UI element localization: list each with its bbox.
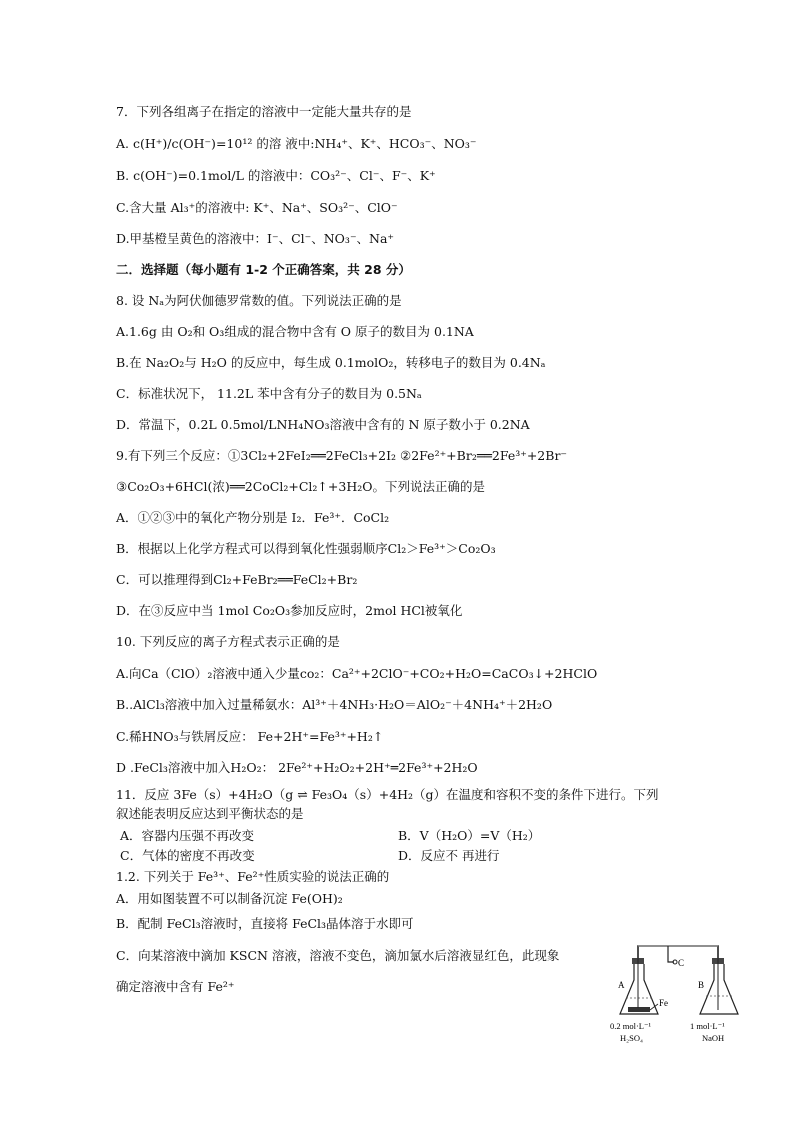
label-fe: Fe bbox=[659, 998, 668, 1008]
label-b: B bbox=[698, 980, 705, 990]
q8-option-b: B.在 Na₂O₂与 H₂O 的反应中，每生成 0.1molO₂，转移电子的数目为 0.4Nₐ bbox=[116, 355, 546, 370]
q12-stem: 1.2. 下列关于 Fe³⁺、Fe²⁺性质实验的说法正确的 bbox=[116, 869, 390, 884]
right-concentration: 1 mol·L⁻¹ bbox=[690, 1021, 725, 1031]
q10-option-c: C.稀HNO₃与铁屑反应： Fe+2H⁺=Fe³⁺+H₂↑ bbox=[116, 729, 384, 744]
label-a: A bbox=[618, 980, 625, 990]
section-heading: 二．选择题（每小题有 1-2 个正确答案，共 28 分） bbox=[116, 262, 411, 277]
label-c: C bbox=[678, 958, 685, 968]
flask-a bbox=[620, 964, 658, 1014]
q9-option-b: B．根据以上化学方程式可以得到氧化性强弱顺序Cl₂＞Fe³⁺＞Co₂O₃ bbox=[116, 541, 496, 556]
q12-option-a: A．用如图装置不可以制备沉淀 Fe(OH)₂ bbox=[116, 891, 343, 906]
q9-stem-line2: ③Co₂O₃+6HCl(浓)══2CoCl₂+Cl₂↑+3H₂O。下列说法正确的是 bbox=[116, 479, 485, 494]
q7-option-b: B. c(OH⁻)=0.1mol/L 的溶液中：CO₃²⁻、Cl⁻、F⁻、K⁺ bbox=[116, 168, 436, 183]
left-reagent: H₂SO₄ bbox=[620, 1033, 643, 1043]
q11-option-b: B．V（H₂O）=V（H₂） bbox=[398, 828, 541, 843]
q11-option-d: D．反应不 再进行 bbox=[398, 848, 500, 863]
q8-option-a: A.1.6g 由 O₂和 O₃组成的混合物中含有 O 原子的数目为 0.1NA bbox=[116, 324, 474, 339]
q10-stem: 10. 下列反应的离子方程式表示正确的是 bbox=[116, 634, 340, 649]
flask-b bbox=[700, 964, 738, 1014]
side-tube bbox=[668, 946, 674, 962]
q8-option-d: D．常温下，0.2L 0.5mol/LNH₄NO₃溶液中含有的 N 原子数小于 0.2NA bbox=[116, 417, 530, 432]
q7-option-d: D.甲基橙呈黄色的溶液中：I⁻、Cl⁻、NO₃⁻、Na⁺ bbox=[116, 231, 395, 246]
q12-option-c-line2: 确定溶液中含有 Fe²⁺ bbox=[116, 979, 235, 994]
iron-filings bbox=[628, 1007, 650, 1012]
q7-stem: 7．下列各组离子在指定的溶液中一定能大量共存的是 bbox=[116, 104, 412, 119]
q11-option-a: A．容器内压强不再改变 bbox=[120, 828, 255, 843]
q12-option-b: B．配制 FeCl₃溶液时，直接将 FeCl₃晶体溶于水即可 bbox=[116, 916, 414, 931]
apparatus-figure bbox=[602, 940, 742, 1046]
q8-stem: 8. 设 Nₐ为阿伏伽德罗常数的值。下列说法正确的是 bbox=[116, 293, 402, 308]
right-reagent: NaOH bbox=[702, 1033, 725, 1043]
q12-option-c-line1: C．向某溶液中滴加 KSCN 溶液，溶液不变色，滴加氯水后溶液显红色，此现象 bbox=[116, 948, 560, 963]
q9-option-a: A．①②③中的氧化产物分别是 I₂．Fe³⁺．CoCl₂ bbox=[116, 510, 390, 525]
q7-option-a: A. c(H⁺)/c(OH⁻)=10¹² 的溶 液中:NH₄⁺、K⁺、HCO₃⁻、NO₃⁻ bbox=[116, 136, 477, 151]
left-concentration: 0.2 mol·L⁻¹ bbox=[610, 1021, 652, 1031]
q11-stem-line1: 11．反应 3Fe（s）+4H₂O（g ⇌ Fe₃O₄（s）+4H₂（g）在温度和容积不变的条件下进行。下列 bbox=[116, 787, 659, 802]
q7-option-c: C.含大量 Al₃⁺的溶液中: K⁺、Na⁺、SO₃²⁻、ClO⁻ bbox=[116, 200, 398, 215]
q9-option-d: D．在③反应中当 1mol Co₂O₃参加反应时，2mol HCl被氧化 bbox=[116, 603, 463, 618]
q11-option-c: C．气体的密度不再改变 bbox=[120, 848, 255, 863]
q11-stem-line2: 叙述能表明反应达到平衡状态的是 bbox=[116, 806, 304, 821]
q10-option-d: D .FeCl₃溶液中加入H₂O₂： 2Fe²⁺+H₂O₂+2H⁺═2Fe³⁺+2H₂O bbox=[116, 760, 478, 775]
q10-option-b: B..AlCl₃溶液中加入过量稀氨水：Al³⁺＋4NH₃·H₂O＝AlO₂⁻＋4NH₄⁺＋2H₂O bbox=[116, 697, 553, 712]
q8-option-c: C．标准状况下， 11.2L 苯中含有分子的数目为 0.5Nₐ bbox=[116, 386, 422, 401]
q9-stem-line1: 9.有下列三个反应：①3Cl₂+2FeI₂══2FeCl₃+2I₂ ②2Fe²⁺+Br₂══2Fe³⁺+2Br⁻ bbox=[116, 448, 568, 463]
q10-option-a: A.向Ca（ClO）₂溶液中通入少量co₂：Ca²⁺+2ClO⁻+CO₂+H₂O=CaCO₃↓+2HClO bbox=[116, 666, 598, 681]
q9-option-c: C．可以推理得到Cl₂+FeBr₂══FeCl₂+Br₂ bbox=[116, 572, 358, 587]
